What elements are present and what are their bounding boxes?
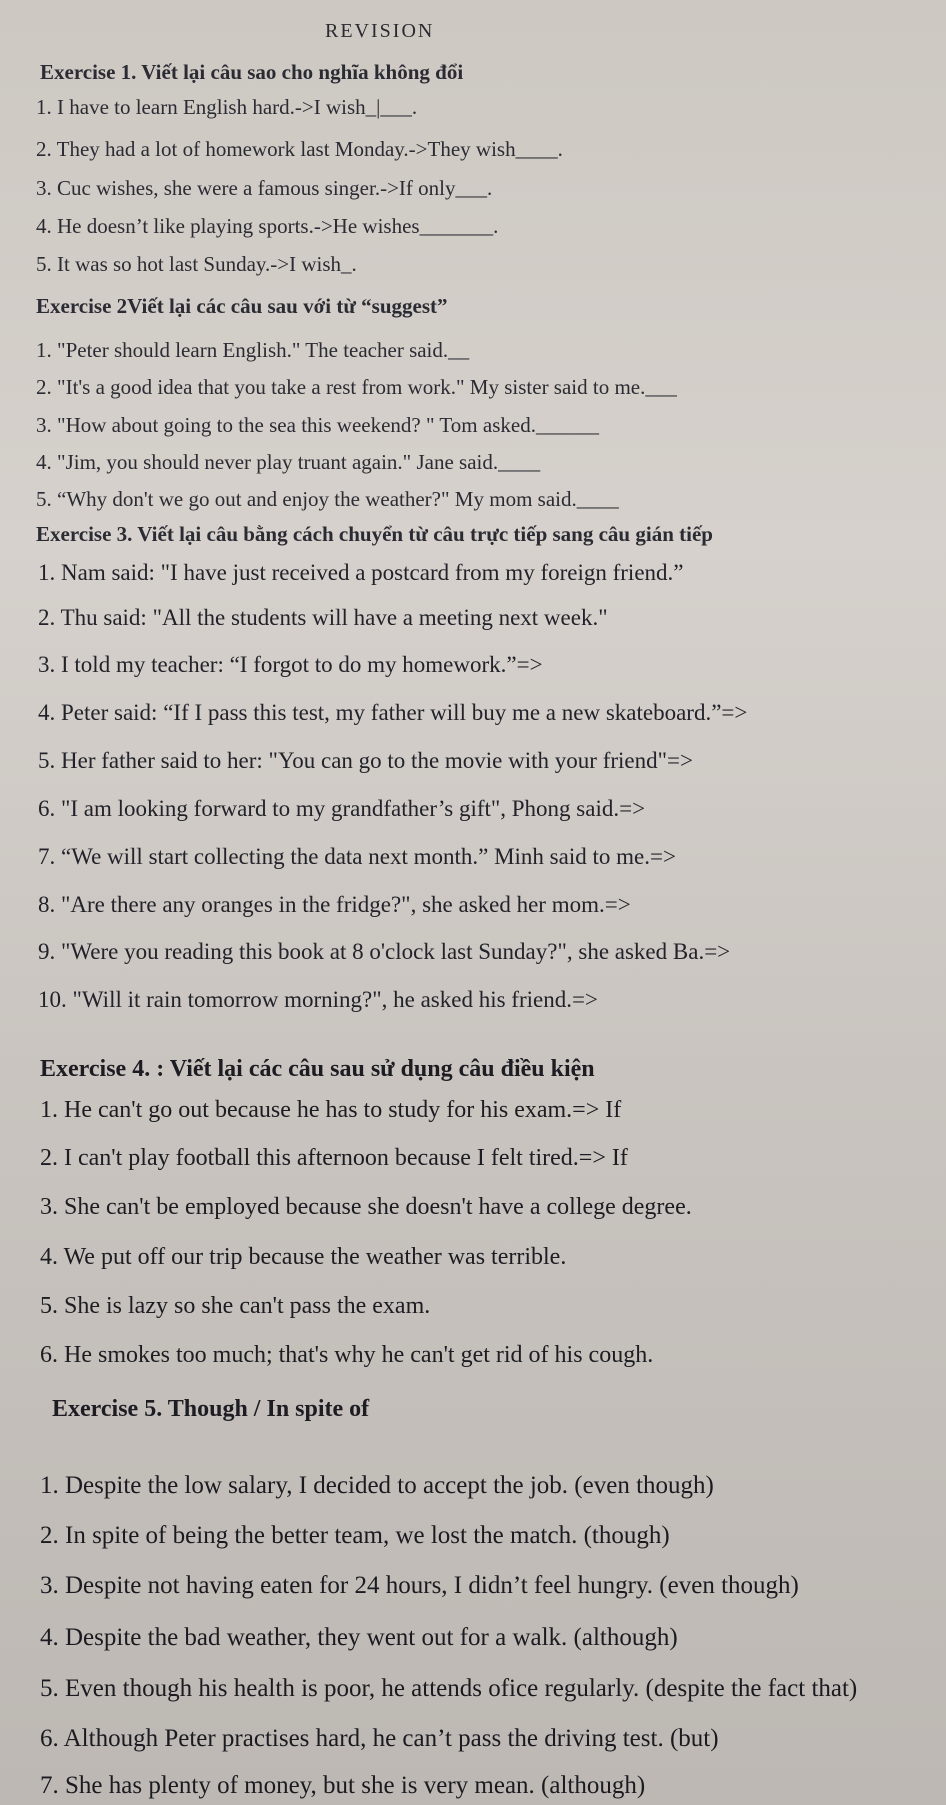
exercise3-item: 9. "Were you reading this book at 8 o'clock last Sunday?", she asked Ba.=> bbox=[38, 939, 731, 964]
exercise1-heading: Exercise 1. Viết lại câu sao cho nghĩa không đổi bbox=[40, 60, 464, 84]
exercise3-item: 8. "Are there any oranges in the fridge?", she asked her mom.=> bbox=[38, 892, 631, 917]
exercise1-item: 1. I have to learn English hard.->I wish_|___. bbox=[36, 95, 418, 119]
exercise2-heading: Exercise 2Viết lại các câu sau với từ “suggest” bbox=[36, 294, 448, 318]
exercise5-item: 7. She has plenty of money, but she is very mean. (although) bbox=[40, 1772, 646, 1799]
exercise4-heading: Exercise 4. : Viết lại các câu sau sử dụng câu điều kiện bbox=[40, 1056, 595, 1082]
exercise2-item: 1. "Peter should learn English." The teacher said.__ bbox=[36, 338, 470, 362]
exercise5-item: 2. In spite of being the better team, we lost the match. (though) bbox=[40, 1522, 670, 1549]
exercise3-item: 7. “We will start collecting the data next month.” Minh said to me.=> bbox=[38, 844, 676, 869]
exercise2-item: 2. "It's a good idea that you take a rest from work." My sister said to me.___ bbox=[36, 375, 677, 399]
exercise3-item: 4. Peter said: “If I pass this test, my father will buy me a new skateboard.”=> bbox=[38, 700, 748, 725]
exercise5-item: 1. Despite the low salary, I decided to accept the job. (even though) bbox=[40, 1472, 714, 1499]
exercise3-item: 10. "Will it rain tomorrow morning?", he asked his friend.=> bbox=[38, 987, 598, 1012]
exercise1-item: 4. He doesn’t like playing sports.->He wishes_______. bbox=[36, 214, 499, 238]
exercise3-heading: Exercise 3. Viết lại câu bằng cách chuyển từ câu trực tiếp sang câu gián tiếp bbox=[36, 522, 713, 546]
page-title: REVISION bbox=[325, 20, 435, 42]
exercise5-item: 3. Despite not having eaten for 24 hours, I didn’t feel hungry. (even though) bbox=[40, 1572, 799, 1599]
exercise3-item: 2. Thu said: "All the students will have a meeting next week." bbox=[38, 605, 608, 630]
exercise3-item: 5. Her father said to her: "You can go to the movie with your friend"=> bbox=[38, 748, 693, 773]
exercise2-item: 3. "How about going to the sea this weekend? " Tom asked.______ bbox=[36, 413, 599, 437]
exercise1-item: 3. Cuc wishes, she were a famous singer.->If only___. bbox=[36, 176, 493, 200]
exercise4-item: 5. She is lazy so she can't pass the exam. bbox=[40, 1293, 431, 1319]
exercise1-item: 2. They had a lot of homework last Monday.->They wish____. bbox=[36, 137, 563, 161]
exercise3-item: 1. Nam said: "I have just received a postcard from my foreign friend.” bbox=[38, 560, 684, 585]
exercise2-item: 5. “Why don't we go out and enjoy the weather?" My mom said.____ bbox=[36, 487, 619, 511]
exercise5-item: 6. Although Peter practises hard, he can’t pass the driving test. (but) bbox=[40, 1725, 719, 1752]
exercise4-item: 3. She can't be employed because she doesn't have a college degree. bbox=[40, 1194, 692, 1220]
exercise2-item: 4. "Jim, you should never play truant again." Jane said.____ bbox=[36, 450, 541, 474]
exercise5-heading: Exercise 5. Though / In spite of bbox=[52, 1396, 370, 1422]
exercise3-item: 6. "I am looking forward to my grandfather’s gift", Phong said.=> bbox=[38, 796, 646, 821]
exercise3-item: 3. I told my teacher: “I forgot to do my homework.”=> bbox=[38, 652, 543, 677]
exercise5-item: 5. Even though his health is poor, he attends ofice regularly. (despite the fact that) bbox=[40, 1675, 858, 1702]
exercise4-item: 2. I can't play football this afternoon because I felt tired.=> If bbox=[40, 1145, 628, 1171]
exercise5-item: 4. Despite the bad weather, they went out for a walk. (although) bbox=[40, 1624, 678, 1651]
exercise4-item: 1. He can't go out because he has to study for his exam.=> If bbox=[40, 1097, 622, 1123]
exercise1-item: 5. It was so hot last Sunday.->I wish_. bbox=[36, 252, 357, 276]
exercise4-item: 6. He smokes too much; that's why he can't get rid of his cough. bbox=[40, 1342, 654, 1368]
exercise4-item: 4. We put off our trip because the weather was terrible. bbox=[40, 1244, 567, 1270]
